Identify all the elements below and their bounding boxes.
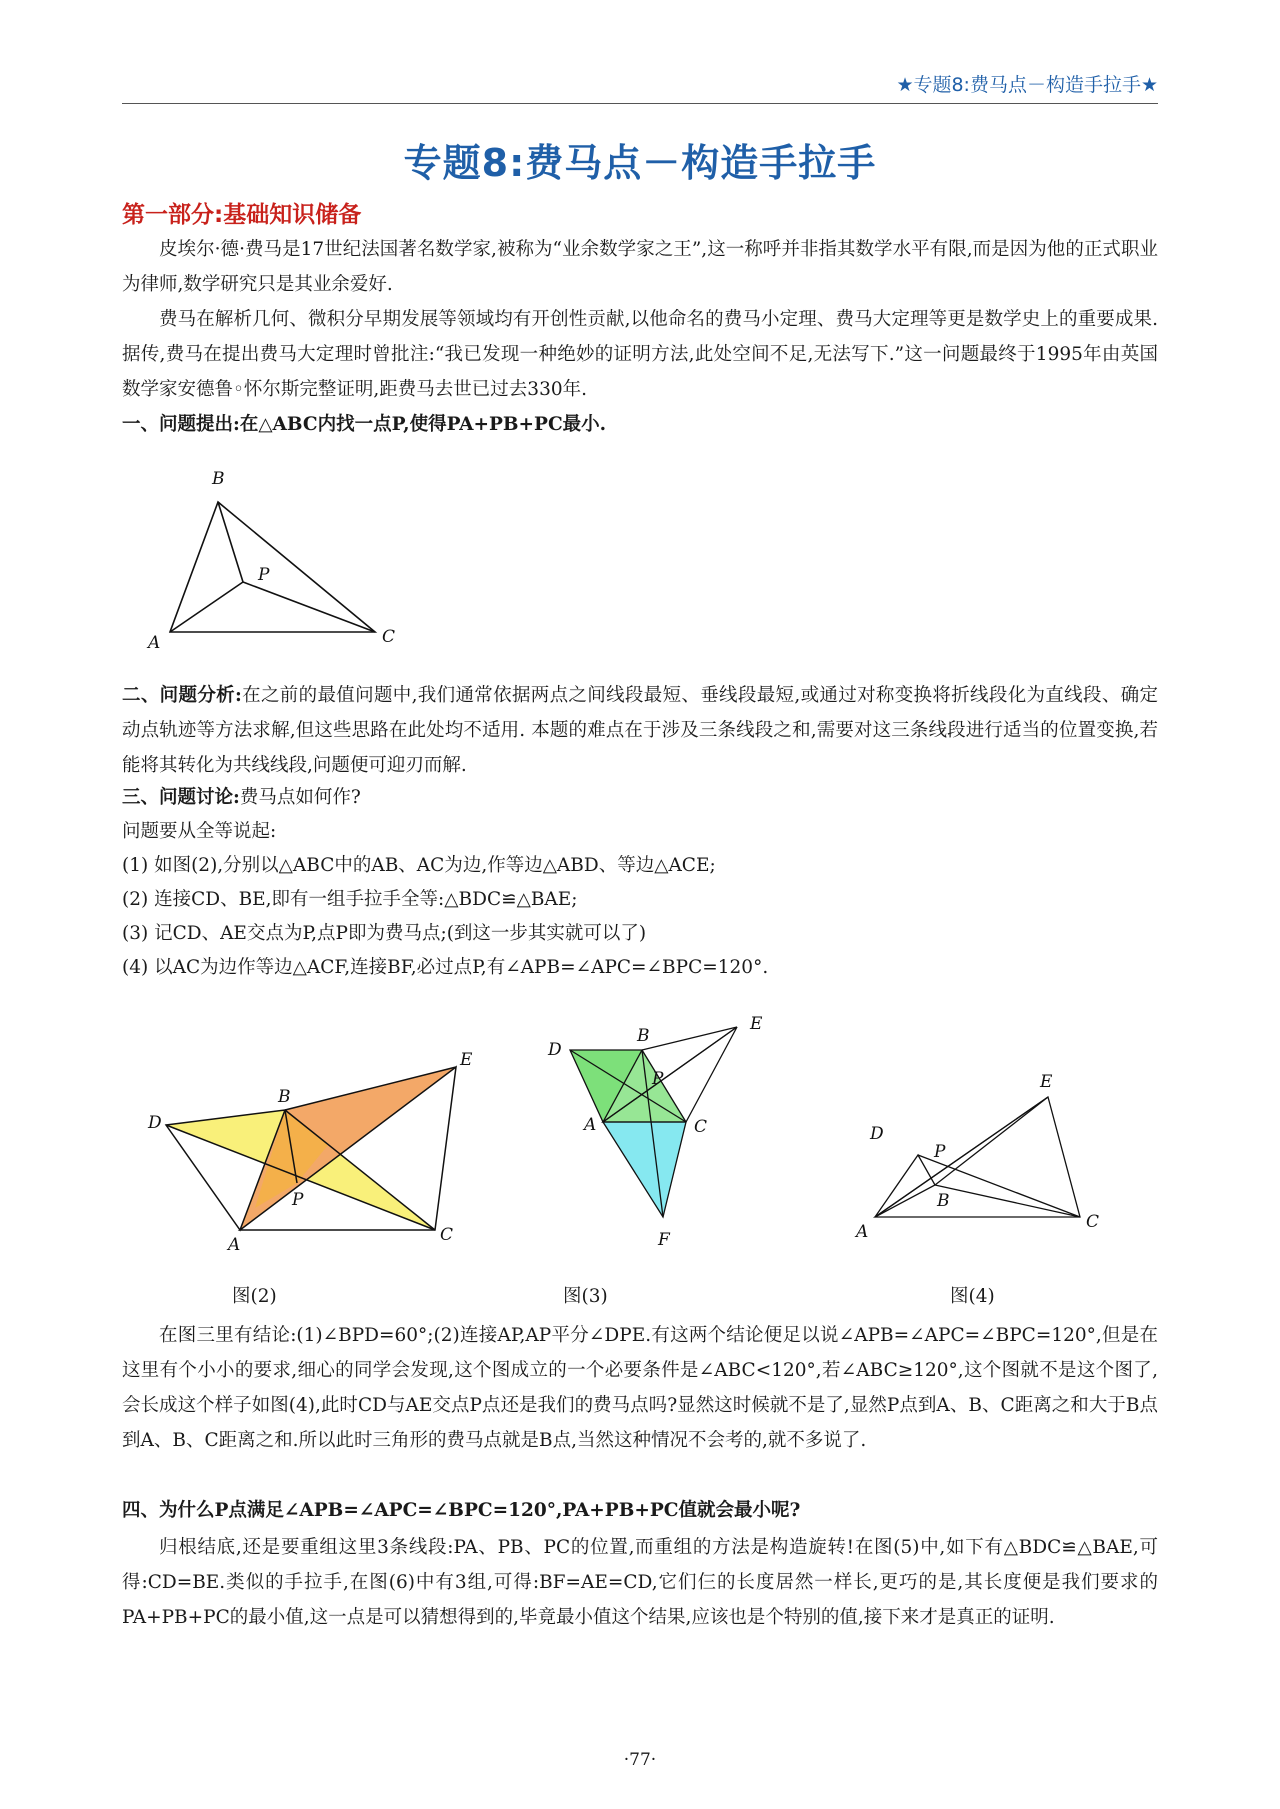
fig4-triangle-ace — [875, 1097, 1080, 1217]
fig1-label-c: C — [382, 627, 396, 647]
question-2-label: 二、问题分析: — [122, 685, 242, 706]
fig4-label-d: D — [870, 1124, 884, 1144]
question-3-heading — [122, 783, 1162, 813]
question-2-text: 在之前的最值问题中,我们通常依据两点之间线段最短、垂线段最短,或通过对称变换将折线段化为直线段、确定动点轨迹等方法求解,但这些思路在此处均不适用. 本题的难点在于涉及三条线段之和,需要对这三条线段进行适当的位置变换,若能将其转化为共线线段,问题便可迎刃而解. — [122, 685, 1158, 776]
analysis-paragraph: 在图三里有结论:(1)∠BPD=60°;(2)连接AP,AP平分∠DPE.有这两个结论便足以说∠APB=∠APC=∠BPC=120°,但是在这里有个小小的要求,细心的同学会发现,这个图成立的一个必要条件是∠ABC<120°,若∠ABC≥120°,这个图就不是这个图了,会长成这个样子如图(4),此时CD与AE交点P点还是我们的费马点吗?显然这时候就不是了,显然P点到A、B、C距离之和大于B点到A、B、C距离之和.所以此时三角形的费马点就是B点,当然这种情况不会考的,就不多说了. — [122, 1325, 1158, 1451]
fig3-label-b: B — [637, 1026, 650, 1046]
fig3-label-p: P — [652, 1069, 664, 1089]
intro-paragraph-1: 皮埃尔·德·费马是17世纪法国著名数学家,被称为“业余数学家之王”,这一称呼并非指其数学水平有限,而是因为他的正式职业为律师,数学研究只是其业余爱好. — [122, 239, 1158, 295]
fig1-triangle-abc — [170, 502, 375, 632]
question-3-text: 费马点如何作? — [239, 787, 361, 808]
figure-4-caption: 图(4) — [950, 1286, 995, 1307]
fig4-segment-ae — [875, 1097, 1048, 1217]
question-3-line2: 问题要从全等说起: — [122, 821, 277, 842]
fig1-segment-pa — [170, 582, 243, 632]
intro-paragraph-2: 费马在解析几何、微积分早期发展等领域均有开创性贡献,以他命名的费马小定理、费马大定理等更是数学史上的重要成果. 据传,费马在提出费马大定理时曾批注:“我已发现一种绝妙的证明方法,此处空间不足,无法写下.”这一问题最终于1995年由英国数学家安德鲁◦怀尔斯完整证明,距费马去世已过去330年. — [122, 309, 1158, 400]
part1-heading: 第一部分:基础知识储备 — [122, 202, 362, 228]
fig3-triangle-acf-fill — [603, 1122, 686, 1217]
question-1-heading: 一、问题提出:在△ABC内找一点P,使得PA+PB+PC最小. — [122, 414, 607, 435]
fig3-label-f: F — [658, 1230, 670, 1250]
question-2-paragraph — [122, 678, 1158, 783]
fig3-label-a: A — [584, 1115, 597, 1135]
figure-3-caption: 图(3) — [563, 1286, 608, 1307]
fig4-triangle-abd — [875, 1155, 935, 1217]
fig2-label-d: D — [148, 1113, 162, 1133]
fig2-label-b: B — [278, 1087, 291, 1107]
figure-3 — [540, 1005, 780, 1265]
final-paragraph: 归根结底,还是要重组这里3条线段:PA、PB、PC的位置,而重组的方法是构造旋转!在图(5)中,如下有△BDC≌△BAE,可得:CD=BE.类似的手拉手,在图(6)中有3组,可得:BF=AE=CD,它们仨的长度居然一样长,更巧的是,其长度便是我们要求的PA+PB+PC的最小值,这一点是可以猜想得到的,毕竟最小值这个结果,应该也是个特别的值,接下来才是真正的证明. — [122, 1537, 1158, 1628]
step-3: (3) 记CD、AE交点为P,点P即为费马点;(到这一步其实就可以了) — [122, 923, 647, 944]
fig3-label-e: E — [750, 1014, 763, 1034]
fig2-label-e: E — [460, 1050, 473, 1070]
question-3-label: 三、问题讨论: — [122, 787, 240, 808]
fig1-segment-pc — [243, 582, 375, 632]
running-head: ★专题8:费马点－构造手拉手★ — [896, 74, 1158, 96]
page-number: ·77· — [623, 1750, 657, 1770]
fig2-label-c: C — [440, 1225, 454, 1245]
fig4-segment-be — [935, 1097, 1048, 1185]
fig4-label-b: B — [937, 1191, 950, 1211]
fig4-label-c: C — [1086, 1212, 1100, 1232]
fig1-label-b: B — [212, 469, 225, 489]
figure-4 — [840, 1055, 1120, 1255]
fig1-segment-pb — [218, 502, 243, 582]
fig3-label-d: D — [548, 1040, 562, 1060]
fig2-label-a: A — [228, 1235, 241, 1255]
fig2-label-p: P — [292, 1190, 304, 1210]
fig4-label-p: P — [934, 1142, 946, 1162]
figure-1 — [140, 462, 420, 662]
fig1-label-a: A — [148, 633, 161, 653]
step-1: (1) 如图(2),分别以△ABC中的AB、AC为边,作等边△ABD、等边△ACE; — [122, 855, 716, 876]
step-4: (4) 以AC为边作等边△ACF,连接BF,必过点P,有∠APB=∠APC=∠BPC=120°. — [122, 957, 769, 978]
page-title: 专题8:费马点－构造手拉手 — [403, 141, 877, 185]
header-divider — [122, 103, 1158, 104]
fig3-label-c: C — [694, 1117, 708, 1137]
step-2: (2) 连接CD、BE,即有一组手拉手全等:△BDC≌△BAE; — [122, 889, 578, 910]
fig4-label-a: A — [856, 1222, 869, 1242]
fig1-label-p: P — [258, 565, 270, 585]
figure-2 — [140, 1025, 480, 1265]
figure-2-caption: 图(2) — [232, 1286, 277, 1307]
fig4-label-e: E — [1040, 1072, 1053, 1092]
question-4-heading: 四、为什么P点满足∠APB=∠APC=∠BPC=120°,PA+PB+PC值就会最小呢? — [122, 1500, 801, 1521]
fig3-segment-be — [642, 1027, 737, 1050]
